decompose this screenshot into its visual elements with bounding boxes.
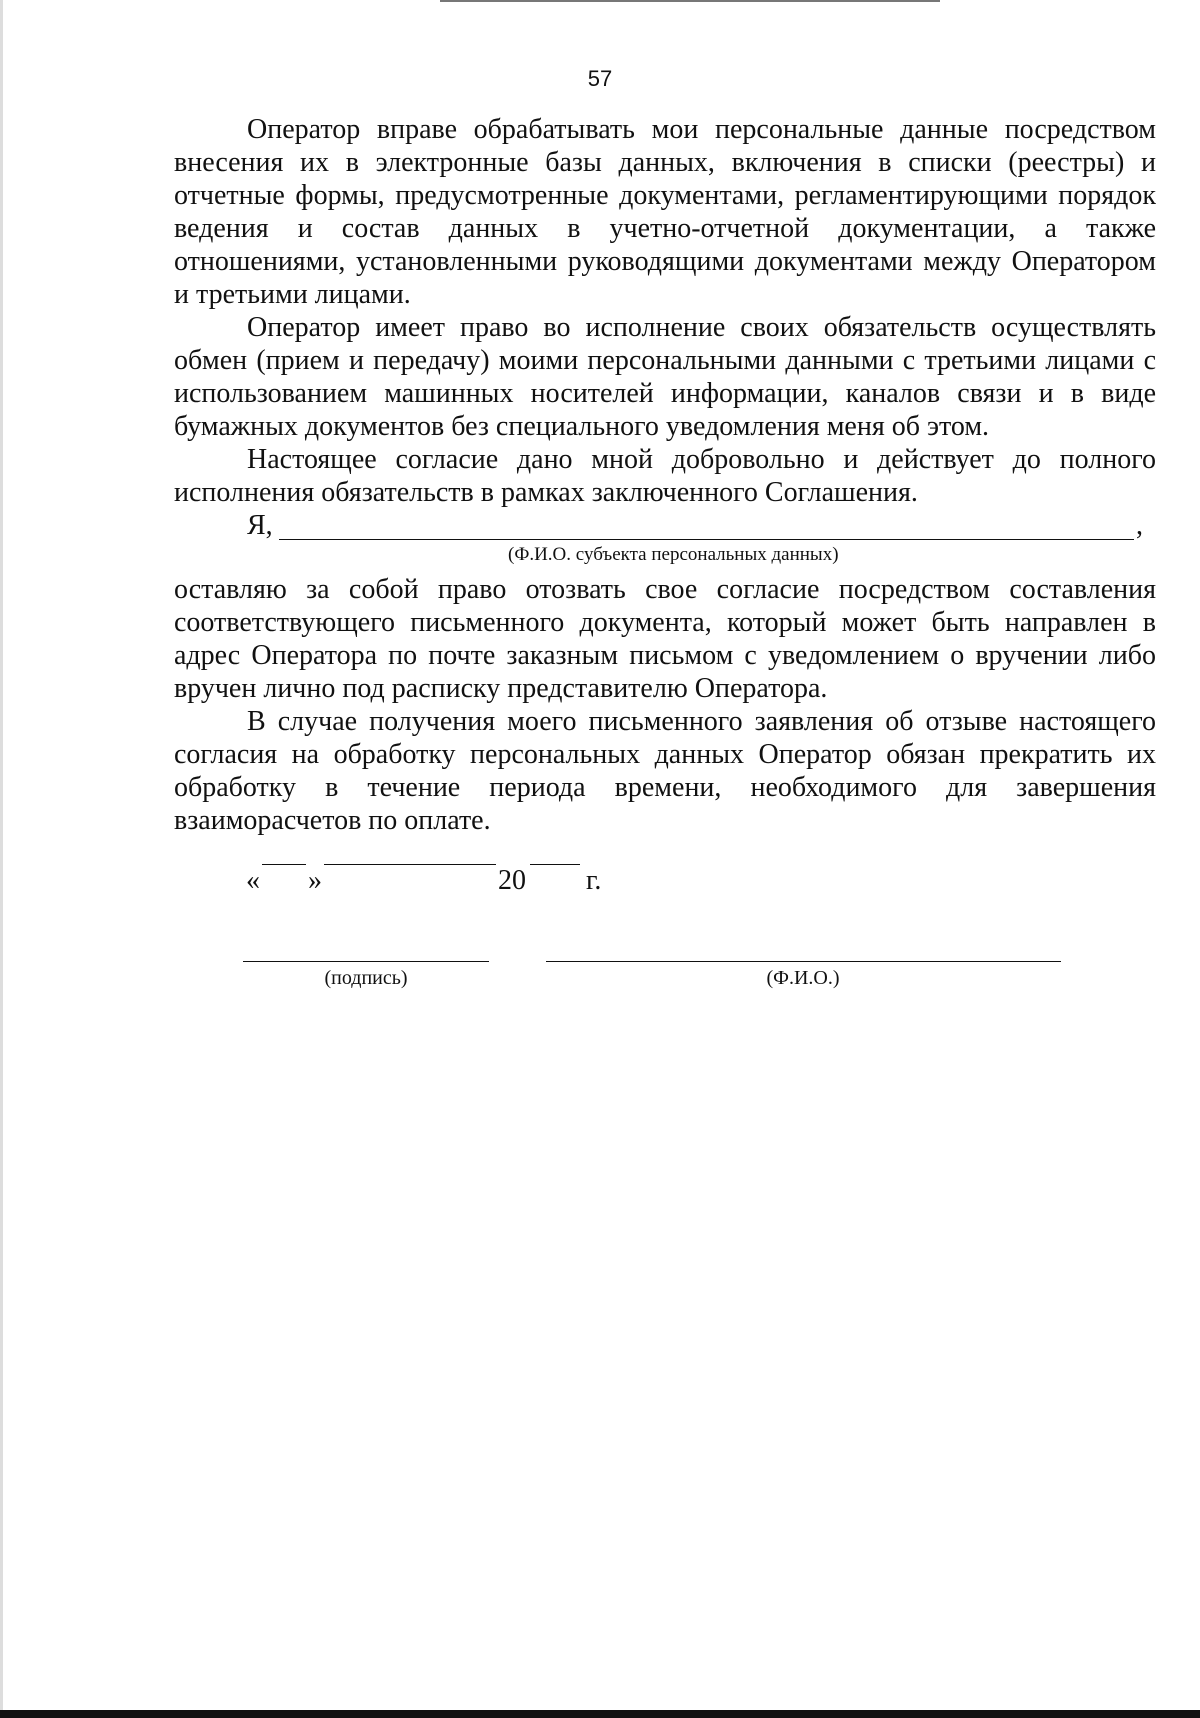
fio-field: [174, 509, 1156, 543]
scan-edge-top: [440, 0, 940, 2]
paragraph-processing-rights: Оператор вправе обрабатывать мои персональные данные посредством внесения их в электронные базы данных, включения в списки (реестры) и отчетные формы, предусмотренные документами, регламентирующими порядок ведения и состав данных в учетно-отчетной документации, а также отношениями, установленными руководящими документами между Оператором и третьими лицами.: [174, 114, 1156, 310]
scan-edge-bottom: [0, 1710, 1200, 1718]
document-body: [174, 113, 1156, 837]
day-blank-line[interactable]: [262, 864, 306, 865]
fio-blank-line[interactable]: [279, 539, 1134, 540]
paragraph-withdrawal-processing: В случае получения моего письменного заявления об отзыве настоящего согласия на обработку персональных данных Оператор обязан прекратить их обработку в течение периода времени, необходимого для завершения взаиморасчетов по оплате.: [174, 706, 1156, 836]
scan-edge-left: [0, 0, 3, 1718]
year-suffix: г.: [586, 865, 602, 896]
month-blank-line[interactable]: [324, 864, 496, 865]
date-field: [246, 864, 846, 904]
signature-blank-line[interactable]: [243, 961, 489, 962]
year-blank-line[interactable]: [530, 864, 580, 865]
year-prefix: 20: [498, 865, 526, 896]
fio-suffix: ,: [1136, 510, 1143, 541]
page-number: 57: [587, 66, 613, 91]
name-blank-line[interactable]: [546, 961, 1061, 962]
paragraph-data-exchange: Оператор имеет право во исполнение своих обязательств осуществлять обмен (прием и передачу) моими персональными данными с третьими лицами с использованием машинных носителей информации, каналов связи и в виде бумажных документов без специального уведомления меня об этом.: [174, 312, 1156, 442]
signature-caption: (подпись): [324, 967, 408, 989]
paragraph-consent-validity: Настоящее согласие дано мной добровольно и действует до полного исполнения обязательств в рамках заключенного Соглашения.: [174, 444, 1156, 508]
paragraph-withdrawal-right: оставляю за собой право отозвать свое согласие посредством составления соответствующего письменного документа, который может быть направлен в адрес Оператора по почте заказным письмом с уведомлением о вручении либо вручен лично под расписку представителю Оператора.: [174, 574, 1156, 704]
name-caption: (Ф.И.О.): [766, 967, 840, 989]
fio-caption: (Ф.И.О. субъекта персональных данных): [508, 544, 839, 565]
date-close-quote: »: [308, 865, 322, 896]
fio-prefix: Я,: [247, 510, 273, 541]
date-open-quote: «: [246, 865, 260, 896]
